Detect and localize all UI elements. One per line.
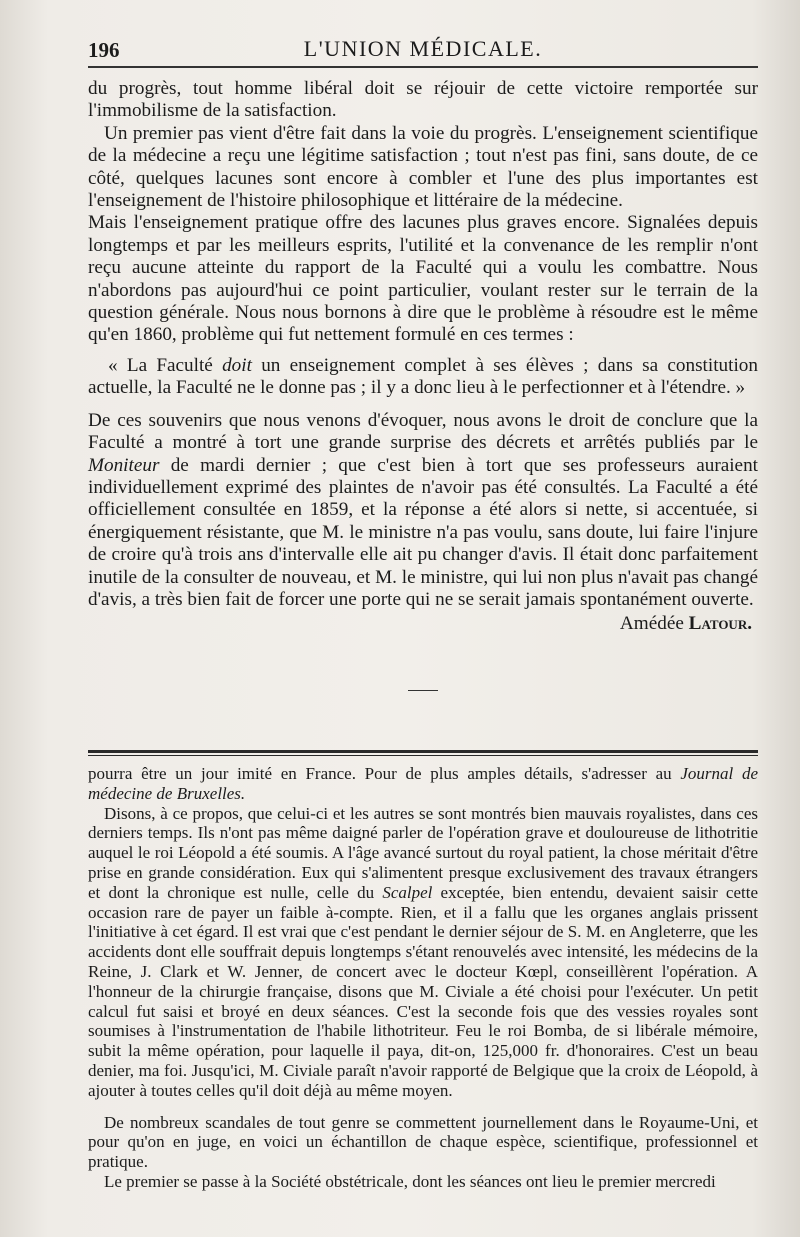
signature-first-name: Amédée [619, 613, 689, 635]
feuilleton-section [88, 764, 758, 1192]
feuilleton-paragraph-1 [88, 764, 758, 804]
f2-text-b: exceptée, bien entendu, devaient saisir cette occasion rare de payer un faible à-compte. Rien, et il a fallu que les organes anglais prissent l'initiative à cet égard. Il est vrai que c'est pendant le dernier séjour de S. M. en Angleterre, que les accidents dont elle souffrait depuis longtemps s'étant renouvelés avec intensité, les médecins de la Reine, J. Clark et W. Jenner, de concert avec le docteur Kœpl, conseillèrent l'opération. A l'honneur de la chirurgie française, disons que M. Civiale a été choisi pour l'exécuter. Un petit calcul fut saisi et broyé en deux séances. C'est la seconde fois que des vessies royales sont soumises à l'instrumentation de l'habile lithotriteur. Feu le roi Bomba, de si libérale mémoire, subit la même opération, pour laquelle il paya, dit-on, 125,000 fr. d'honoraires. C'est un beau denier, ma foi. Jusqu'ici, M. Civiale paraît n'avoir rapporté de Belgique que la croix de Léopold, à ajouter à toutes celles qu'il doit déjà au même moyen. [88, 882, 758, 1100]
signature-last-name: Latour. [688, 613, 752, 635]
f1-text: pourra être un jour imité en France. Pour de plus amples détails, s'adresser au [88, 764, 681, 783]
f2-text-a: Disons, à ce propos, que celui-ci et les autres se sont montrés bien mauvais royalistes, dans ces derniers temps. Ils n'ont pas même daigné parler de l'opération grave et douloureuse de lithotritie auquel le roi Léopold a été soumis. A l'âge avancé surtout du royal patient, la chose méritait d'être prise en grande considération. Eux qui s'alimentent presque exclusivement des travaux étrangers et dont la chronique est nulle, celle du [88, 803, 758, 902]
main-article [88, 78, 758, 636]
p4-emphasis: Moniteur [88, 454, 160, 476]
paragraph-3: Mais l'enseignement pratique offre des lacunes plus graves encore. Signalées depuis longtemps et par les meilleurs esprits, l'utilité et la convenance de les remplir n'ont reçu aucune atteinte du rapport de la Faculté qui a voulu les combattre. Nous n'abordons pas aujourd'hui ce point particulier, voulant rester sur le terrain de la question générale. Nous nous bornons à dire que le problème à résoudre est le même qu'en 1860, problème qui fut nettement formulé en ces termes : [88, 212, 758, 346]
quotation [88, 355, 758, 400]
quote-text-a: « La Faculté [108, 354, 223, 376]
f2-emphasis: Scalpel [382, 882, 433, 902]
page-number: 196 [88, 38, 120, 62]
header-rule [88, 66, 758, 68]
p4-text-b: de mardi dernier ; que c'est bien à tort que ses professeurs auraient individuellement exprimé des plaintes de n'avoir pas été consultés. La Faculté a été officiellement consultée en 1859, et la réponse a été alors si nette, si accentuée, si énergiquement résistante, que M. le ministre n'a pas voulu, sans doute, lui faire l'injure de croire qu'à trois ans d'intervalle elle ait pu changer d'avis. Il était donc parfaitement inutile de la consulter de nouveau, et M. le ministre, qui lui non plus n'avait pas changé d'avis, a très bien fait de forcer une porte qui ne se serait jamais spontanément ouverte. [88, 454, 758, 610]
page-header [88, 34, 758, 66]
p4-text-a: De ces souvenirs que nous venons d'évoquer, nous avons le droit de conclure que la Faculté a montré à tort une grande surprise des décrets et arrêtés publiés par le [88, 409, 758, 454]
f1-journal-title: Journal de médecine de Bruxelles. [88, 764, 758, 803]
running-title: L'UNION MÉDICALE. [303, 36, 543, 61]
feuilleton-paragraph-2 [88, 804, 758, 1101]
author-signature [88, 613, 758, 635]
paragraph-4 [88, 410, 758, 612]
paragraph-1: du progrès, tout homme libéral doit se réjouir de cette victoire remportée sur l'immobilisme de la satisfaction. [88, 78, 758, 122]
quote-emphasis: doit [222, 354, 252, 376]
quote-text-b: un enseignement complet à ses élèves ; dans sa constitution actuelle, la Faculté ne le donne pas ; il y a donc lieu à le perfectionner et à l'étendre. » [88, 354, 758, 399]
feuilleton-separator [88, 750, 758, 756]
section-end-rule [408, 690, 438, 691]
feuilleton-paragraph-3: De nombreux scandales de tout genre se commettent journellement dans le Royaume-Uni, et pour qu'on en juge, en voici un échantillon de chaque espèce, scientifique, professionnel et pratique. [88, 1112, 758, 1172]
feuilleton-paragraph-4: Le premier se passe à la Société obstétricale, dont les séances ont lieu le premier mercredi [104, 1171, 716, 1191]
paragraph-2: Un premier pas vient d'être fait dans la voie du progrès. L'enseignement scientifique de la médecine a reçu une légitime satisfaction ; tout n'est pas fini, sans doute, de ce côté, quelques lacunes sont encore à combler et l'une des plus importantes est l'enseignement de l'histoire philosophique et littéraire de la médecine. [88, 122, 758, 212]
